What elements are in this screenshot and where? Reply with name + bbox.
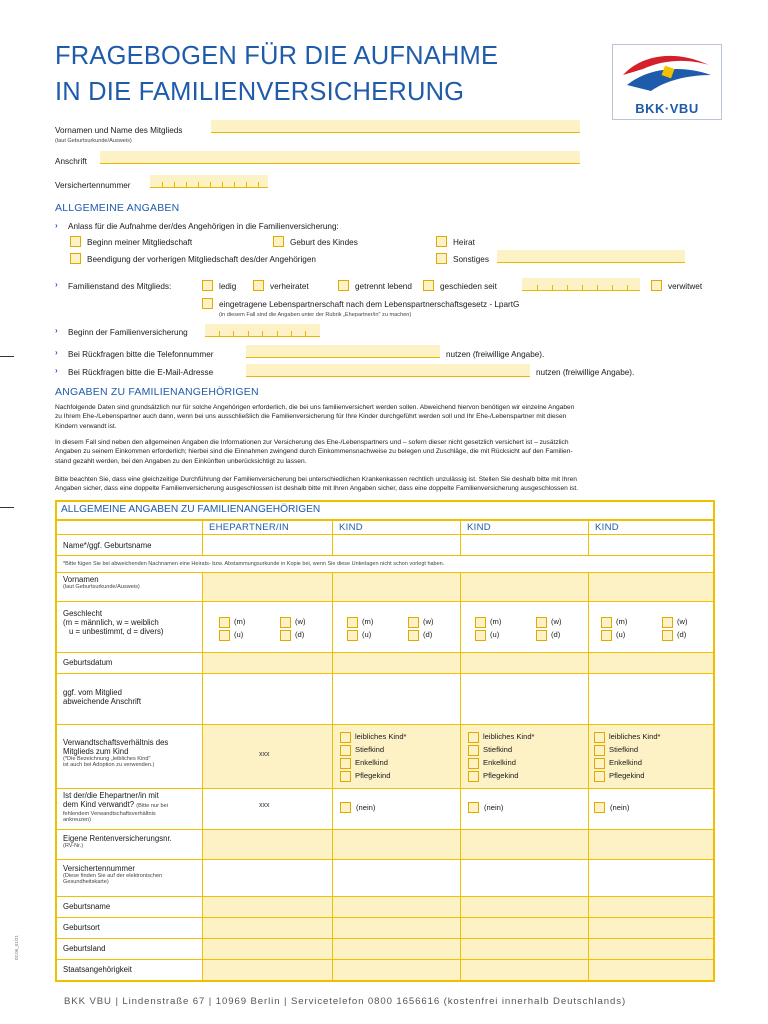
relation-grand-label: Enkelkind [483, 758, 516, 767]
fold-mark [0, 356, 14, 357]
para2-line3: stand gezahlt werden, bei den Angaben zu den Einkünften unberücksichtigt zu lassen. [55, 457, 307, 465]
fold-mark [0, 507, 14, 508]
gender-d-label: (d) [295, 630, 305, 639]
column-header-child-3: KIND [595, 522, 619, 533]
relation-l1: Verwandtschaftsverhältnis des [63, 738, 169, 747]
relation-foster-checkbox[interactable] [594, 771, 605, 782]
pension-text: Eigene Rentenversicherungsnr. [63, 834, 172, 843]
column-header-child-1: KIND [339, 522, 363, 533]
related-nein-label-child-3: (nein) [610, 803, 630, 812]
relation-foster-checkbox[interactable] [468, 771, 479, 782]
marital-single-label: ledig [219, 282, 237, 291]
column-header-spouse: EHEPARTNER/IN [209, 522, 290, 533]
form-title-line2: IN DIE FAMILIENVERSICHERUNG [55, 78, 465, 106]
relatives-table [55, 500, 715, 982]
relation-step-checkbox[interactable] [340, 745, 351, 756]
marital-partnership-note: (in diesem Fall sind die Angaben unter der Rubrik „Ehepartner/in" zu machen) [219, 312, 412, 318]
relation-step-checkbox[interactable] [594, 745, 605, 756]
marital-partnership-label: eingetragene Lebenspartnerschaft nach dem Lebenspartnerschaftsgesetz - LpartG [219, 300, 520, 309]
row-label-birthname: Geburtsname [63, 902, 111, 911]
gender-w-checkbox[interactable] [536, 617, 547, 628]
relation-grand-label: Enkelkind [355, 758, 388, 767]
insurance-start-label: Beginn der Familienversicherung [68, 328, 188, 337]
gender-m-label: (m) [490, 617, 502, 626]
member-address-label: Anschrift [55, 157, 87, 166]
gender-m-checkbox[interactable] [475, 617, 486, 628]
firstnames-sub: (laut Geburtsurkunde/Ausweis) [63, 584, 140, 590]
gender-d-label: (d) [677, 630, 687, 639]
gender-w-checkbox[interactable] [662, 617, 673, 628]
insurance-start-field[interactable] [205, 324, 320, 337]
bird-logo-icon [613, 45, 721, 99]
row-label-name: Name*/ggf. Geburtsname [63, 541, 152, 550]
general-heading: ALLGEMEINE ANGABEN [55, 202, 180, 214]
relation-l2: Mitglieds zum Kind [63, 747, 129, 756]
related-nein-checkbox-child-2[interactable] [468, 802, 479, 813]
reason-label: Anlass für die Aufnahme der/des Angehörigen in die Familienversicherung: [68, 222, 339, 231]
gender-u-label: (u) [490, 630, 500, 639]
gender-d-checkbox[interactable] [536, 630, 547, 641]
phone-suffix: nutzen (freiwillige Angabe). [446, 350, 545, 359]
email-field[interactable] [246, 364, 530, 377]
member-names-field[interactable] [211, 120, 580, 133]
phone-label: Bei Rückfragen bitte die Telefonnummer [68, 350, 214, 359]
form-title-line1: FRAGEBOGEN FÜR DIE AUFNAHME [55, 42, 499, 70]
bkk-vbu-logo [612, 44, 722, 120]
marital-widowed-label: verwitwet [668, 282, 703, 291]
row-label-related [63, 791, 168, 824]
gender-m-label: (m) [362, 617, 374, 626]
relation-options-child-3 [588, 724, 713, 788]
gender-d-label: (d) [551, 630, 561, 639]
relation-bio-checkbox[interactable] [594, 732, 605, 743]
para2-line1: In diesem Fall sind neben den allgemeinen Angaben die Informationen zur Versicherung des Ehe-/Lebenspartners und – sofern dieser nicht gesetzlich versichert ist – zusätzlich [55, 439, 569, 446]
gender-u-checkbox[interactable] [475, 630, 486, 641]
related-l2: dem Kind verwandt? [63, 800, 135, 809]
related-nein-checkbox-child-3[interactable] [594, 802, 605, 813]
marital-partnership-checkbox[interactable] [202, 298, 213, 309]
address-l1: ggf. vom Mitglied [63, 688, 122, 697]
relation-sub2: ist auch bei Adoption zu verwenden.) [63, 762, 155, 769]
para1-line3: Kindern verwandt ist. [55, 422, 117, 430]
marital-widowed-checkbox[interactable] [651, 280, 662, 291]
firstnames-text: Vornamen [63, 575, 99, 584]
insno-text: Versichertennummer [63, 864, 135, 873]
relation-grand-checkbox[interactable] [594, 758, 605, 769]
relation-step-label: Stiefkind [483, 745, 513, 754]
relation-step-label: Stiefkind [609, 745, 639, 754]
marital-divorced-checkbox[interactable] [423, 280, 434, 291]
relation-spouse-xxx: xxx [259, 751, 270, 758]
gender-w-label: (w) [677, 617, 688, 626]
marital-divorced-date-field[interactable] [522, 278, 640, 291]
gender-u-checkbox[interactable] [601, 630, 612, 641]
pension-sub: (RV-Nr.) [63, 843, 84, 849]
form-title [55, 38, 498, 110]
email-suffix: nutzen (freiwillige Angabe). [536, 368, 635, 377]
row-label-relation [63, 738, 168, 769]
relation-grand-label: Enkelkind [609, 758, 642, 767]
marital-single-checkbox[interactable] [202, 280, 213, 291]
gender-l1: Geschlecht [63, 609, 103, 618]
related-nein-label-child-1: (nein) [356, 803, 376, 812]
member-names-label: Vornamen und Name des Mitglieds [55, 126, 183, 135]
gender-m-checkbox[interactable] [219, 617, 230, 628]
gender-l3: u = unbestimmt, d = divers) [69, 627, 164, 636]
related-nein-checkbox-child-1[interactable] [340, 802, 351, 813]
row-label-address [63, 688, 141, 706]
gender-u-checkbox[interactable] [219, 630, 230, 641]
arrow-icon: › [55, 348, 58, 357]
gender-m-checkbox[interactable] [601, 617, 612, 628]
gender-u-label: (u) [234, 630, 244, 639]
related-spouse-xxx: xxx [259, 802, 270, 809]
relation-options-child-1 [332, 724, 460, 788]
logo-text: BKK·VBU [635, 101, 699, 116]
row-label-insno [63, 864, 162, 886]
gender-options-spouse [202, 601, 332, 652]
relation-step-label: Stiefkind [355, 745, 385, 754]
reason-start-membership-checkbox[interactable] [70, 236, 81, 247]
gender-m-label: (m) [616, 617, 628, 626]
row-name-note: *Bitte fügen Sie bei abweichenden Nachnamen eine Heirats- bzw. Abstammungsurkunde in Kopie bei, wenn Sie diese Unterlagen nicht schon vorlegt haben. [63, 561, 445, 567]
relation-bio-label: leibliches Kind* [355, 732, 407, 741]
gender-u-label: (u) [362, 630, 372, 639]
para3-line2: Angaben sicher, dass eine doppelte Familienversicherung ausgeschlossen ist deshalb bitte mit Ihren Angaben sicher, dass eine doppelte Familienversicherung ausgeschlossen ist. [55, 485, 579, 493]
row-label-birthcountry: Geburtsland [63, 944, 106, 953]
gender-w-label: (w) [551, 617, 562, 626]
member-insurance-no-label: Versichertennummer [55, 181, 131, 190]
gender-w-label: (w) [295, 617, 306, 626]
reason-end-previous-label: Beendigung der vorherigen Mitgliedschaft des/der Angehörigen [87, 255, 316, 264]
gender-d-label: (d) [423, 630, 433, 639]
relation-bio-label: leibliches Kind* [483, 732, 535, 741]
relation-bio-label: leibliches Kind* [609, 732, 661, 741]
marital-divorced-label: geschieden seit [440, 282, 497, 291]
relatives-heading: ANGABEN ZU FAMILIENANGEHÖRIGEN [55, 386, 259, 398]
gender-d-checkbox[interactable] [408, 630, 419, 641]
gender-options-child-3 [588, 601, 713, 652]
relation-step-checkbox[interactable] [468, 745, 479, 756]
arrow-icon: › [55, 280, 58, 289]
form-code: 02.06_01/21 [14, 934, 19, 960]
related-nein-label-child-2: (nein) [484, 803, 504, 812]
insno-sub2: Gesundheitskarte) [63, 879, 109, 886]
row-label-birthdate: Geburtsdatum [63, 658, 113, 667]
reason-marriage-checkbox[interactable] [436, 236, 447, 247]
reason-marriage-label: Heirat [453, 238, 475, 247]
reason-other-label: Sonstiges [453, 255, 489, 264]
reason-birth-checkbox[interactable] [273, 236, 284, 247]
marital-married-checkbox[interactable] [253, 280, 264, 291]
relation-foster-label: Pflegekind [355, 771, 391, 780]
row-label-birthplace: Geburtsort [63, 923, 100, 932]
row-label-gender [63, 609, 163, 636]
relatives-paragraph-2 [55, 438, 715, 466]
gender-options-child-1 [332, 601, 460, 652]
relation-grand-checkbox[interactable] [340, 758, 351, 769]
gender-options-child-2 [460, 601, 588, 652]
related-l1: Ist der/die Ehepartner/in mit [63, 791, 159, 800]
marital-married-label: verheiratet [270, 282, 309, 291]
relation-foster-checkbox[interactable] [340, 771, 351, 782]
phone-field[interactable] [246, 345, 440, 358]
gender-w-checkbox[interactable] [280, 617, 291, 628]
row-label-pension [63, 834, 172, 849]
email-label: Bei Rückfragen bitte die E-Mail-Adresse [68, 368, 214, 377]
relation-grand-checkbox[interactable] [468, 758, 479, 769]
reason-birth-label: Geburt des Kindes [290, 238, 358, 247]
column-header-child-2: KIND [467, 522, 491, 533]
related-sub3: ankreuzen) [63, 817, 91, 824]
reason-other-checkbox[interactable] [436, 253, 447, 264]
related-sub1: (Bitte nur bei [136, 803, 168, 809]
related-sub2: fehlendem Verwandtschaftsverhältnis [63, 811, 156, 817]
para3-line1: Bitte beachten Sie, dass eine gleichzeitige Durchführung der Familienversicherung bei unterschiedlichen Krankenkassen rechtlich unzulässig ist. Stellen Sie deshalb bitte mit Ihren [55, 476, 577, 483]
member-names-sub: (laut Geburtsurkunde/Ausweis) [55, 138, 132, 144]
arrow-icon: › [55, 326, 58, 335]
para1-line1: Nachfolgende Daten sind grundsätzlich nur für solche Angehörigen erforderlich, die bei uns familienversichert werden sollen. Abweichend hiervon benötigen wir einzelne Angaben [55, 404, 575, 411]
relation-bio-checkbox[interactable] [340, 732, 351, 743]
reason-start-membership-label: Beginn meiner Mitgliedschaft [87, 238, 193, 247]
reason-end-previous-checkbox[interactable] [70, 253, 81, 264]
gender-d-checkbox[interactable] [280, 630, 291, 641]
row-label-nationality: Staatsangehörigkeit [63, 965, 132, 974]
gender-m-checkbox[interactable] [347, 617, 358, 628]
relation-bio-checkbox[interactable] [468, 732, 479, 743]
address-l2: abweichende Anschrift [63, 697, 142, 706]
gender-m-label: (m) [234, 617, 246, 626]
gender-l2: (m = männlich, w = weiblich [63, 618, 159, 627]
gender-w-label: (w) [423, 617, 434, 626]
relation-foster-label: Pflegekind [609, 771, 645, 780]
marital-separated-checkbox[interactable] [338, 280, 349, 291]
marital-separated-label: getrennt lebend [355, 282, 412, 291]
gender-d-checkbox[interactable] [662, 630, 673, 641]
row-label-firstnames [63, 575, 140, 590]
member-address-field[interactable] [100, 151, 580, 164]
footer-address: BKK VBU | Lindenstraße 67 | 10969 Berlin | Servicetelefon 0800 1656616 (kostenfrei innerhalb Deutschlands) [64, 996, 627, 1007]
arrow-icon: › [55, 366, 58, 375]
arrow-icon: › [55, 221, 58, 230]
gender-w-checkbox[interactable] [408, 617, 419, 628]
para2-line2: Angaben zu seinem Einkommen erforderlich; hierbei sind die Einnahmen zwingend durch Einkommensnachweise zu belegen und Zuschläge, die mit Rücksicht auf den Familien- [55, 448, 573, 456]
insno-sub1: (Diese finden Sie auf der elektronischen [63, 873, 163, 879]
relation-options-child-2 [460, 724, 588, 788]
relation-sub1: (*Die Bezeichnung „leibliches Kind" [63, 756, 151, 762]
gender-u-checkbox[interactable] [347, 630, 358, 641]
relation-foster-label: Pflegekind [483, 771, 519, 780]
relatives-paragraph-3 [55, 475, 715, 494]
member-insurance-no-field[interactable] [150, 175, 268, 188]
table-title: ALLGEMEINE ANGABEN ZU FAMILIENANGEHÖRIGEN [61, 504, 321, 515]
reason-other-field[interactable] [497, 250, 685, 263]
para1-line2: zu Ihrem Ehe-/Lebenspartner auch dann, wenn bei uns ausschließlich die Familienversicherung für Ihre Kinder durchgeführt werden soll und Ihr Ehe-/Lebenspartner mit diesen [55, 413, 567, 421]
gender-u-label: (u) [616, 630, 626, 639]
marital-label: Familienstand des Mitglieds: [68, 282, 172, 291]
relatives-paragraph-1 [55, 403, 715, 431]
